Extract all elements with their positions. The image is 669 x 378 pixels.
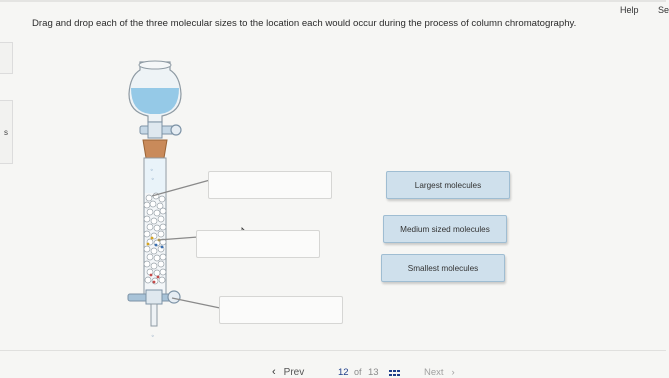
next-label: Next <box>424 367 444 378</box>
total-pages: 13 <box>368 367 379 378</box>
svg-text:◦: ◦ <box>150 167 154 174</box>
drop-zone-top[interactable] <box>208 171 332 199</box>
prev-label: Prev <box>283 367 305 378</box>
pagination-footer <box>0 362 666 378</box>
drop-zone-bottom[interactable] <box>219 296 343 324</box>
top-stopcock <box>140 122 181 138</box>
footer-divider <box>0 350 666 351</box>
drop-zone-middle[interactable] <box>196 230 320 258</box>
next-button[interactable] <box>424 367 455 378</box>
page-of-label: of <box>354 367 362 377</box>
answer-chip-smallest[interactable] <box>381 254 505 282</box>
grid-icon[interactable] <box>389 370 400 376</box>
question-instructions: Drag and drop each of the three molecular sizes to the location each would occur during the process of column chromatography. <box>32 18 577 29</box>
svg-text:◦: ◦ <box>151 176 155 183</box>
left-panel-fragment-text: s <box>4 128 8 137</box>
column-stopper <box>143 140 167 158</box>
svg-text:◦: ◦ <box>151 333 155 340</box>
prev-button[interactable] <box>272 366 304 378</box>
answer-chip-medium[interactable] <box>383 215 507 243</box>
chevron-left-icon: ‹ <box>272 366 276 378</box>
answer-chip-label: Largest molecules <box>414 180 482 190</box>
header-cut-link[interactable]: Se <box>658 5 669 15</box>
answer-chip-label: Medium sized molecules <box>400 224 490 234</box>
chevron-right-icon: › <box>451 367 455 378</box>
answer-chip-label: Smallest molecules <box>407 263 479 273</box>
current-page-number: 12 <box>338 367 349 378</box>
answer-chip-largest[interactable] <box>386 171 510 199</box>
help-link[interactable]: Help <box>620 5 639 15</box>
solvent-reservoir <box>129 61 181 122</box>
